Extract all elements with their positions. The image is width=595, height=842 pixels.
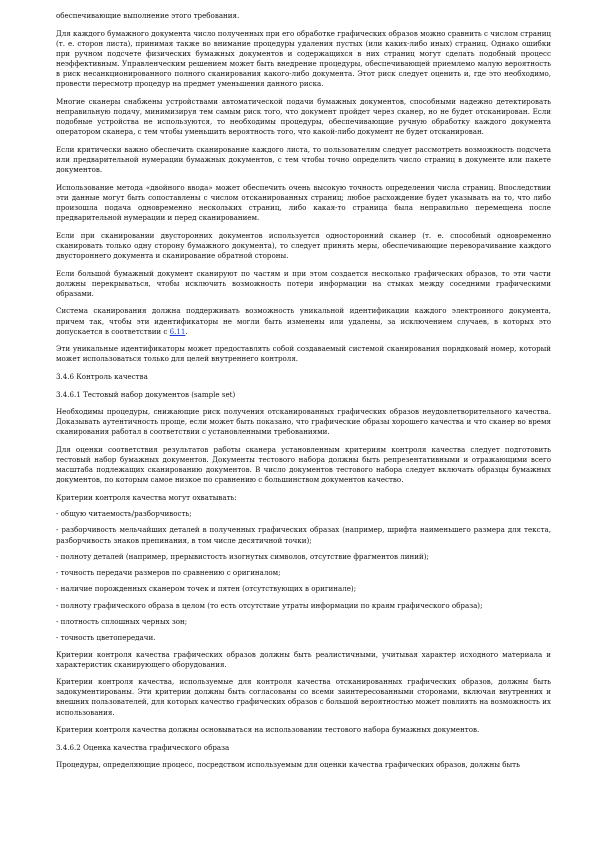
paragraph-double-feed: Использование метода «двойного ввода» может обеспечить очень высокую точность определения числа страниц. Впоследствии эти данные могут быть сопоставлены с числом отсканированных страниц; любое расхождение будет указывать на то, что либо произошла подача одновременно нескольких страниц, либо какая-то страница была неправильно перемещена после предварительной нумерации и перед сканированием. (56, 182, 551, 222)
criteria-item: - полноту деталей (например, прерывистость изогнутых символов, отсутствие фрагментов линий); (56, 551, 429, 561)
section-link[interactable]: 6.11 (169, 326, 186, 336)
criteria-intro: Критерии контроля качества могут охватывать: (56, 492, 237, 502)
paragraph-procedures: Необходимы процедуры, снижающие риск получения отсканированных графических образов неудовлетворительного качества. Доказывать аутентичность проще, если может быть показано, что графические образы хорошего качества и что сканер во время сканирования работал в соответствии с установленными требованиями. (56, 407, 551, 437)
identifier-text: Система сканирования должна поддерживать возможность уникальной идентификации каждого электронного документа, причем так, чтобы эти идентификаторы не могли быть изменены или удалены, за исключением случаев, в которых это допускается в соответствии с (56, 306, 551, 336)
paragraph-unique-ids: Эти уникальные идентификаторы может предоставлять собой создаваемый системой сканирования порядковый номер, который может использоваться только для целей внутреннего контроля. (56, 344, 551, 364)
paragraph-test-set: Для оценки соответствия результатов работы сканера установленным критериям контроля качества следует подготовить тестовый набор бумажных документов. Документы тестового набора должны быть репрезентативными и отражающими всего масштаба подлежащих сканированию документов. В число документов тестового набора следует включать образцы бумажных документов, по которым самое низкое по сравнению с большинством документов качество. (56, 444, 551, 485)
paragraph-scan-count: Для каждого бумажного документа число полученных при его обработке графических образов можно сравнить с числом страниц (т. е. сторон листа), принимая также во внимание процедуры удаления пустых (или каких-либо иных) страниц. Однако ошибки при ручном подсчете физических бумажных документов и содержащихся в них страниц могут сделать подобный процесс неэффективным. Управленческим решением может быть внедрение процедуры, обеспечивающей приемлемо малую вероятность в риск несанкционированного полного сканирования какого-либо документа. Этот риск следует оценить и, где это необходимо, провести пересмотр процедур на предмет уменьшения данного риска. (56, 28, 551, 89)
heading-image-quality: 3.4.6.2 Оценка качества графического образа (56, 742, 230, 752)
identifier-end: . (185, 326, 188, 336)
criteria-item: - полноту графического образа в целом (то есть отсутствие утраты информации по краям графического образа); (56, 600, 483, 610)
paragraph-auto-feed: Многие сканеры снабжены устройствами автоматической подачи бумажных документов, способными надежно детектировать неправильную подачу, минимизируя тем самым риск того, что документ пройдет через сканер, но не будет отсканирован. Если подобные устройства не используются, то необходимы процедуры, обеспечивающие ручную обработку каждого документа оператором сканера, с тем чтобы уменьшить вероятность того, что какой-либо документ не будет отсканирован. (56, 96, 551, 137)
criteria-item: - плотность сплошных черных зон; (56, 616, 188, 626)
paragraph-two-sided: Если при сканировании двусторонних документов используется односторонний сканер (т. е. способный одновременно сканировать только одну сторону бумажного документа), то следует принять меры, обеспечивающие переворачивание каждого двустороннего документа и сканирование обратной стороны. (56, 230, 551, 260)
top-fragment: обеспечивающие выполнение этого требования. (56, 11, 240, 20)
paragraph-last: Процедуры, определяющие процесс, посредством используемым для оценки качества графических образов, должны быть (56, 760, 520, 770)
heading-quality-control: 3.4.6 Контроль качества (56, 372, 148, 382)
paragraph-documented: Критерии контроля качества, используемые для контроля качества отсканированных графических образов, должны быть задокументированы. Эти критерии должны быть согласованы со всеми заинтересованными сторонами, включая внутренних и внешних пользователей, для которых качество графических образов с большой вероятностью может повлиять на возможность их использования. (56, 677, 551, 717)
paragraph-large-document: Если большой бумажный документ сканируют по частям и при этом создается несколько графических образов, то эти части должны перекрываться, чтобы исключить возможность потери информации на стыках между соседними графическими образами. (56, 268, 551, 298)
paragraph-based-on-set: Критерии контроля качества должны основываться на использовании тестового набора бумажных документов. (56, 725, 480, 735)
criteria-item: - наличие порожденных сканером точек и пятен (отсутствующих в оригинале); (56, 584, 357, 594)
heading-sample-set: 3.4.6.1 Тестовый набор документов (sample set) (56, 389, 236, 399)
paragraph-identifier (56, 306, 551, 336)
criteria-item: - точность цветопередачи. (56, 633, 156, 643)
document-page (56, 11, 551, 778)
criteria-item: - общую читаемость/разборчивость; (56, 509, 192, 519)
criteria-item: - точность передачи размеров по сравнению с оригиналом; (56, 568, 281, 578)
paragraph-realistic: Критерии контроля качества графических образов должны быть реалистичными, учитывая характер исходного материала и характеристик сканирующего оборудования. (56, 649, 551, 669)
criteria-item: - разборчивость мельчайших деталей в полученных графических образах (например, шрифта наименьшего размера для текста, разборчивость знаков препинания, в том числе десятичной точки); (56, 525, 551, 545)
paragraph-critical: Если критически важно обеспечить сканирование каждого листа, то пользователям следует рассмотреть возможность подсчета или предварительной нумерации бумажных документов, с тем чтобы точно определить число страниц в документе или пакете документов. (56, 144, 551, 174)
